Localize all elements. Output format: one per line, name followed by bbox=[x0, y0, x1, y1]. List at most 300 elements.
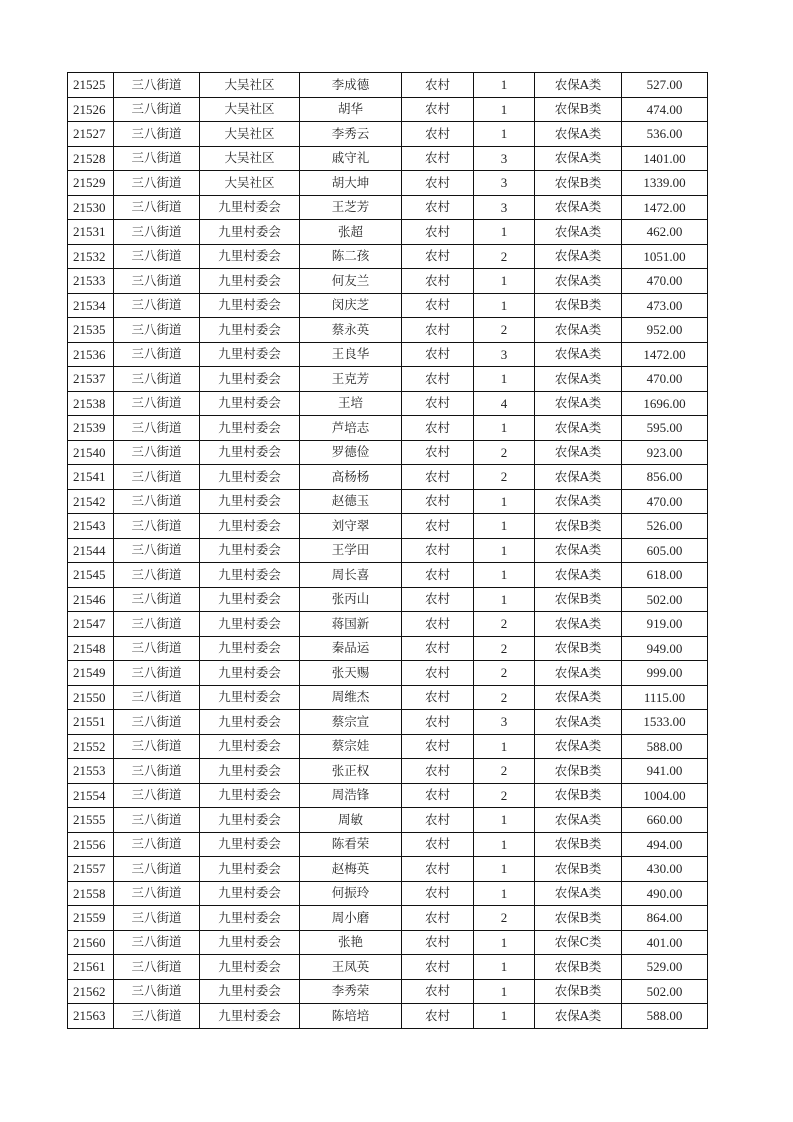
cell-community: 九里村委会 bbox=[200, 587, 300, 612]
cell-community: 大吴社区 bbox=[200, 73, 300, 98]
cell-id: 21557 bbox=[68, 857, 114, 882]
cell-id: 21546 bbox=[68, 587, 114, 612]
cell-name: 胡华 bbox=[300, 97, 402, 122]
cell-insurance-category: 农保A类 bbox=[535, 808, 622, 833]
cell-insurance-category: 农保B类 bbox=[535, 514, 622, 539]
table-row bbox=[68, 440, 708, 465]
cell-person-count: 2 bbox=[474, 759, 535, 784]
cell-name: 王学田 bbox=[300, 538, 402, 563]
cell-name: 王克芳 bbox=[300, 367, 402, 392]
cell-person-count: 1 bbox=[474, 881, 535, 906]
cell-household-type: 农村 bbox=[402, 269, 474, 294]
cell-community: 九里村委会 bbox=[200, 416, 300, 441]
cell-street: 三八街道 bbox=[114, 318, 200, 343]
cell-community: 九里村委会 bbox=[200, 367, 300, 392]
cell-name: 陈看荣 bbox=[300, 832, 402, 857]
cell-person-count: 1 bbox=[474, 269, 535, 294]
cell-street: 三八街道 bbox=[114, 783, 200, 808]
cell-community: 九里村委会 bbox=[200, 489, 300, 514]
cell-amount: 462.00 bbox=[622, 220, 708, 245]
cell-person-count: 3 bbox=[474, 342, 535, 367]
cell-street: 三八街道 bbox=[114, 881, 200, 906]
cell-person-count: 1 bbox=[474, 367, 535, 392]
cell-street: 三八街道 bbox=[114, 587, 200, 612]
cell-street: 三八街道 bbox=[114, 857, 200, 882]
cell-insurance-category: 农保A类 bbox=[535, 318, 622, 343]
cell-household-type: 农村 bbox=[402, 416, 474, 441]
table-row bbox=[68, 881, 708, 906]
cell-household-type: 农村 bbox=[402, 832, 474, 857]
table-row bbox=[68, 612, 708, 637]
cell-insurance-category: 农保A类 bbox=[535, 73, 622, 98]
cell-street: 三八街道 bbox=[114, 661, 200, 686]
cell-insurance-category: 农保B类 bbox=[535, 171, 622, 196]
cell-street: 三八街道 bbox=[114, 955, 200, 980]
table-row bbox=[68, 661, 708, 686]
table-row bbox=[68, 734, 708, 759]
cell-household-type: 农村 bbox=[402, 955, 474, 980]
cell-name: 蔡宗娃 bbox=[300, 734, 402, 759]
cell-id: 21535 bbox=[68, 318, 114, 343]
cell-insurance-category: 农保B类 bbox=[535, 636, 622, 661]
table-row bbox=[68, 269, 708, 294]
table-row bbox=[68, 342, 708, 367]
cell-name: 李秀云 bbox=[300, 122, 402, 147]
cell-person-count: 1 bbox=[474, 587, 535, 612]
cell-street: 三八街道 bbox=[114, 146, 200, 171]
cell-insurance-category: 农保B类 bbox=[535, 783, 622, 808]
cell-street: 三八街道 bbox=[114, 734, 200, 759]
cell-insurance-category: 农保A类 bbox=[535, 881, 622, 906]
table-row bbox=[68, 685, 708, 710]
cell-community: 九里村委会 bbox=[200, 269, 300, 294]
cell-household-type: 农村 bbox=[402, 906, 474, 931]
cell-street: 三八街道 bbox=[114, 440, 200, 465]
cell-name: 高杨杨 bbox=[300, 465, 402, 490]
cell-insurance-category: 农保A类 bbox=[535, 710, 622, 735]
cell-id: 21553 bbox=[68, 759, 114, 784]
cell-street: 三八街道 bbox=[114, 710, 200, 735]
cell-street: 三八街道 bbox=[114, 244, 200, 269]
cell-street: 三八街道 bbox=[114, 612, 200, 637]
cell-street: 三八街道 bbox=[114, 391, 200, 416]
cell-community: 九里村委会 bbox=[200, 514, 300, 539]
cell-person-count: 1 bbox=[474, 930, 535, 955]
cell-amount: 470.00 bbox=[622, 489, 708, 514]
cell-community: 九里村委会 bbox=[200, 342, 300, 367]
cell-insurance-category: 农保A类 bbox=[535, 465, 622, 490]
cell-street: 三八街道 bbox=[114, 979, 200, 1004]
cell-household-type: 农村 bbox=[402, 685, 474, 710]
cell-person-count: 1 bbox=[474, 857, 535, 882]
cell-name: 何振玲 bbox=[300, 881, 402, 906]
cell-person-count: 2 bbox=[474, 318, 535, 343]
cell-insurance-category: 农保B类 bbox=[535, 857, 622, 882]
table-row bbox=[68, 514, 708, 539]
cell-community: 九里村委会 bbox=[200, 293, 300, 318]
cell-id: 21562 bbox=[68, 979, 114, 1004]
table-row bbox=[68, 367, 708, 392]
cell-person-count: 1 bbox=[474, 955, 535, 980]
table-row bbox=[68, 587, 708, 612]
cell-id: 21540 bbox=[68, 440, 114, 465]
table-row bbox=[68, 710, 708, 735]
cell-insurance-category: 农保B类 bbox=[535, 832, 622, 857]
table-row bbox=[68, 391, 708, 416]
cell-community: 九里村委会 bbox=[200, 979, 300, 1004]
cell-name: 戚守礼 bbox=[300, 146, 402, 171]
cell-community: 九里村委会 bbox=[200, 1004, 300, 1029]
cell-name: 周长喜 bbox=[300, 563, 402, 588]
cell-name: 赵梅英 bbox=[300, 857, 402, 882]
cell-community: 九里村委会 bbox=[200, 318, 300, 343]
cell-community: 九里村委会 bbox=[200, 685, 300, 710]
cell-household-type: 农村 bbox=[402, 97, 474, 122]
cell-amount: 605.00 bbox=[622, 538, 708, 563]
cell-amount: 502.00 bbox=[622, 587, 708, 612]
cell-insurance-category: 农保A类 bbox=[535, 342, 622, 367]
table-row bbox=[68, 955, 708, 980]
cell-street: 三八街道 bbox=[114, 171, 200, 196]
cell-amount: 618.00 bbox=[622, 563, 708, 588]
cell-person-count: 1 bbox=[474, 832, 535, 857]
cell-amount: 401.00 bbox=[622, 930, 708, 955]
cell-id: 21544 bbox=[68, 538, 114, 563]
table-row bbox=[68, 416, 708, 441]
cell-name: 刘守翠 bbox=[300, 514, 402, 539]
cell-id: 21551 bbox=[68, 710, 114, 735]
cell-person-count: 1 bbox=[474, 293, 535, 318]
cell-household-type: 农村 bbox=[402, 979, 474, 1004]
cell-name: 何友兰 bbox=[300, 269, 402, 294]
cell-id: 21556 bbox=[68, 832, 114, 857]
cell-household-type: 农村 bbox=[402, 489, 474, 514]
cell-name: 张正权 bbox=[300, 759, 402, 784]
cell-household-type: 农村 bbox=[402, 783, 474, 808]
cell-name: 陈二孩 bbox=[300, 244, 402, 269]
cell-household-type: 农村 bbox=[402, 587, 474, 612]
cell-name: 李成德 bbox=[300, 73, 402, 98]
cell-household-type: 农村 bbox=[402, 391, 474, 416]
cell-id: 21528 bbox=[68, 146, 114, 171]
cell-community: 九里村委会 bbox=[200, 808, 300, 833]
cell-street: 三八街道 bbox=[114, 808, 200, 833]
cell-person-count: 3 bbox=[474, 195, 535, 220]
cell-insurance-category: 农保B类 bbox=[535, 979, 622, 1004]
cell-amount: 588.00 bbox=[622, 734, 708, 759]
cell-community: 九里村委会 bbox=[200, 857, 300, 882]
cell-street: 三八街道 bbox=[114, 195, 200, 220]
cell-id: 21542 bbox=[68, 489, 114, 514]
cell-id: 21537 bbox=[68, 367, 114, 392]
cell-household-type: 农村 bbox=[402, 146, 474, 171]
cell-community: 九里村委会 bbox=[200, 220, 300, 245]
cell-household-type: 农村 bbox=[402, 293, 474, 318]
cell-id: 21529 bbox=[68, 171, 114, 196]
cell-name: 周小磨 bbox=[300, 906, 402, 931]
cell-insurance-category: 农保B类 bbox=[535, 955, 622, 980]
cell-street: 三八街道 bbox=[114, 1004, 200, 1029]
cell-person-count: 1 bbox=[474, 416, 535, 441]
cell-person-count: 2 bbox=[474, 906, 535, 931]
cell-person-count: 1 bbox=[474, 563, 535, 588]
cell-amount: 1339.00 bbox=[622, 171, 708, 196]
cell-name: 周敏 bbox=[300, 808, 402, 833]
cell-person-count: 1 bbox=[474, 734, 535, 759]
cell-street: 三八街道 bbox=[114, 465, 200, 490]
cell-community: 九里村委会 bbox=[200, 440, 300, 465]
cell-amount: 1401.00 bbox=[622, 146, 708, 171]
cell-name: 王凤英 bbox=[300, 955, 402, 980]
cell-community: 九里村委会 bbox=[200, 955, 300, 980]
cell-household-type: 农村 bbox=[402, 73, 474, 98]
cell-household-type: 农村 bbox=[402, 122, 474, 147]
cell-street: 三八街道 bbox=[114, 342, 200, 367]
table-row bbox=[68, 857, 708, 882]
cell-street: 三八街道 bbox=[114, 563, 200, 588]
cell-id: 21560 bbox=[68, 930, 114, 955]
cell-name: 张艳 bbox=[300, 930, 402, 955]
cell-insurance-category: 农保A类 bbox=[535, 244, 622, 269]
cell-community: 九里村委会 bbox=[200, 391, 300, 416]
cell-street: 三八街道 bbox=[114, 269, 200, 294]
table-body bbox=[68, 73, 708, 1029]
cell-name: 李秀荣 bbox=[300, 979, 402, 1004]
cell-street: 三八街道 bbox=[114, 685, 200, 710]
cell-street: 三八街道 bbox=[114, 759, 200, 784]
cell-community: 九里村委会 bbox=[200, 832, 300, 857]
cell-id: 21549 bbox=[68, 661, 114, 686]
cell-insurance-category: 农保B类 bbox=[535, 906, 622, 931]
cell-id: 21531 bbox=[68, 220, 114, 245]
cell-amount: 474.00 bbox=[622, 97, 708, 122]
cell-household-type: 农村 bbox=[402, 930, 474, 955]
cell-name: 张丙山 bbox=[300, 587, 402, 612]
table-row bbox=[68, 538, 708, 563]
table-row bbox=[68, 906, 708, 931]
cell-community: 九里村委会 bbox=[200, 563, 300, 588]
cell-name: 蔡永英 bbox=[300, 318, 402, 343]
cell-amount: 529.00 bbox=[622, 955, 708, 980]
cell-name: 王芝芳 bbox=[300, 195, 402, 220]
cell-household-type: 农村 bbox=[402, 514, 474, 539]
cell-person-count: 1 bbox=[474, 1004, 535, 1029]
cell-household-type: 农村 bbox=[402, 612, 474, 637]
cell-id: 21532 bbox=[68, 244, 114, 269]
cell-amount: 595.00 bbox=[622, 416, 708, 441]
cell-person-count: 1 bbox=[474, 514, 535, 539]
table-row bbox=[68, 1004, 708, 1029]
cell-amount: 1472.00 bbox=[622, 195, 708, 220]
cell-household-type: 农村 bbox=[402, 808, 474, 833]
table-row bbox=[68, 489, 708, 514]
cell-community: 九里村委会 bbox=[200, 538, 300, 563]
cell-household-type: 农村 bbox=[402, 759, 474, 784]
cell-id: 21548 bbox=[68, 636, 114, 661]
table-row bbox=[68, 465, 708, 490]
cell-household-type: 农村 bbox=[402, 563, 474, 588]
cell-name: 陈培培 bbox=[300, 1004, 402, 1029]
cell-community: 九里村委会 bbox=[200, 465, 300, 490]
cell-community: 大吴社区 bbox=[200, 171, 300, 196]
cell-amount: 1696.00 bbox=[622, 391, 708, 416]
cell-id: 21559 bbox=[68, 906, 114, 931]
cell-street: 三八街道 bbox=[114, 832, 200, 857]
cell-name: 罗德俭 bbox=[300, 440, 402, 465]
cell-community: 九里村委会 bbox=[200, 734, 300, 759]
cell-insurance-category: 农保A类 bbox=[535, 269, 622, 294]
cell-person-count: 1 bbox=[474, 73, 535, 98]
cell-insurance-category: 农保A类 bbox=[535, 685, 622, 710]
cell-amount: 952.00 bbox=[622, 318, 708, 343]
cell-id: 21534 bbox=[68, 293, 114, 318]
cell-amount: 856.00 bbox=[622, 465, 708, 490]
cell-id: 21545 bbox=[68, 563, 114, 588]
cell-amount: 527.00 bbox=[622, 73, 708, 98]
cell-person-count: 2 bbox=[474, 465, 535, 490]
cell-person-count: 3 bbox=[474, 710, 535, 735]
cell-id: 21561 bbox=[68, 955, 114, 980]
cell-amount: 1115.00 bbox=[622, 685, 708, 710]
cell-id: 21541 bbox=[68, 465, 114, 490]
cell-amount: 470.00 bbox=[622, 269, 708, 294]
cell-household-type: 农村 bbox=[402, 465, 474, 490]
cell-person-count: 2 bbox=[474, 244, 535, 269]
cell-street: 三八街道 bbox=[114, 97, 200, 122]
cell-household-type: 农村 bbox=[402, 367, 474, 392]
cell-amount: 502.00 bbox=[622, 979, 708, 1004]
cell-amount: 1472.00 bbox=[622, 342, 708, 367]
cell-name: 周浩锋 bbox=[300, 783, 402, 808]
cell-community: 九里村委会 bbox=[200, 930, 300, 955]
cell-community: 九里村委会 bbox=[200, 636, 300, 661]
cell-id: 21525 bbox=[68, 73, 114, 98]
cell-amount: 1533.00 bbox=[622, 710, 708, 735]
cell-insurance-category: 农保A类 bbox=[535, 538, 622, 563]
cell-id: 21552 bbox=[68, 734, 114, 759]
cell-insurance-category: 农保C类 bbox=[535, 930, 622, 955]
cell-household-type: 农村 bbox=[402, 1004, 474, 1029]
cell-amount: 473.00 bbox=[622, 293, 708, 318]
cell-community: 大吴社区 bbox=[200, 146, 300, 171]
cell-household-type: 农村 bbox=[402, 318, 474, 343]
cell-name: 闵庆芝 bbox=[300, 293, 402, 318]
cell-insurance-category: 农保A类 bbox=[535, 440, 622, 465]
cell-insurance-category: 农保A类 bbox=[535, 1004, 622, 1029]
cell-insurance-category: 农保B类 bbox=[535, 97, 622, 122]
cell-amount: 999.00 bbox=[622, 661, 708, 686]
table-row bbox=[68, 930, 708, 955]
cell-person-count: 2 bbox=[474, 783, 535, 808]
cell-amount: 919.00 bbox=[622, 612, 708, 637]
cell-street: 三八街道 bbox=[114, 930, 200, 955]
cell-person-count: 1 bbox=[474, 220, 535, 245]
cell-household-type: 农村 bbox=[402, 440, 474, 465]
cell-id: 21536 bbox=[68, 342, 114, 367]
cell-household-type: 农村 bbox=[402, 538, 474, 563]
cell-amount: 430.00 bbox=[622, 857, 708, 882]
cell-community: 大吴社区 bbox=[200, 97, 300, 122]
cell-insurance-category: 农保A类 bbox=[535, 367, 622, 392]
cell-person-count: 1 bbox=[474, 122, 535, 147]
cell-id: 21538 bbox=[68, 391, 114, 416]
table-row bbox=[68, 146, 708, 171]
cell-person-count: 1 bbox=[474, 538, 535, 563]
cell-name: 周维杰 bbox=[300, 685, 402, 710]
cell-id: 21555 bbox=[68, 808, 114, 833]
cell-insurance-category: 农保A类 bbox=[535, 612, 622, 637]
cell-person-count: 1 bbox=[474, 489, 535, 514]
cell-household-type: 农村 bbox=[402, 220, 474, 245]
cell-street: 三八街道 bbox=[114, 416, 200, 441]
table-row bbox=[68, 636, 708, 661]
cell-insurance-category: 农保A类 bbox=[535, 146, 622, 171]
table-row bbox=[68, 293, 708, 318]
cell-person-count: 2 bbox=[474, 612, 535, 637]
table-row bbox=[68, 832, 708, 857]
cell-id: 21554 bbox=[68, 783, 114, 808]
cell-amount: 923.00 bbox=[622, 440, 708, 465]
beneficiary-table bbox=[67, 72, 708, 1029]
cell-household-type: 农村 bbox=[402, 342, 474, 367]
cell-community: 九里村委会 bbox=[200, 783, 300, 808]
cell-insurance-category: 农保A类 bbox=[535, 661, 622, 686]
cell-household-type: 农村 bbox=[402, 661, 474, 686]
cell-insurance-category: 农保A类 bbox=[535, 122, 622, 147]
cell-insurance-category: 农保B类 bbox=[535, 293, 622, 318]
cell-id: 21539 bbox=[68, 416, 114, 441]
table-row bbox=[68, 97, 708, 122]
table-row bbox=[68, 783, 708, 808]
cell-id: 21550 bbox=[68, 685, 114, 710]
cell-name: 胡大坤 bbox=[300, 171, 402, 196]
cell-id: 21563 bbox=[68, 1004, 114, 1029]
cell-street: 三八街道 bbox=[114, 906, 200, 931]
table-row bbox=[68, 244, 708, 269]
table-row bbox=[68, 318, 708, 343]
cell-amount: 1004.00 bbox=[622, 783, 708, 808]
cell-name: 芦培志 bbox=[300, 416, 402, 441]
cell-id: 21527 bbox=[68, 122, 114, 147]
cell-person-count: 2 bbox=[474, 661, 535, 686]
cell-person-count: 2 bbox=[474, 685, 535, 710]
table-row bbox=[68, 759, 708, 784]
cell-street: 三八街道 bbox=[114, 489, 200, 514]
cell-person-count: 1 bbox=[474, 808, 535, 833]
cell-amount: 941.00 bbox=[622, 759, 708, 784]
cell-household-type: 农村 bbox=[402, 710, 474, 735]
cell-household-type: 农村 bbox=[402, 171, 474, 196]
cell-id: 21558 bbox=[68, 881, 114, 906]
cell-insurance-category: 农保A类 bbox=[535, 489, 622, 514]
cell-community: 九里村委会 bbox=[200, 661, 300, 686]
cell-street: 三八街道 bbox=[114, 220, 200, 245]
cell-insurance-category: 农保B类 bbox=[535, 759, 622, 784]
cell-amount: 588.00 bbox=[622, 1004, 708, 1029]
cell-community: 九里村委会 bbox=[200, 195, 300, 220]
cell-community: 九里村委会 bbox=[200, 906, 300, 931]
cell-insurance-category: 农保A类 bbox=[535, 391, 622, 416]
cell-name: 王培 bbox=[300, 391, 402, 416]
cell-name: 蒋国新 bbox=[300, 612, 402, 637]
cell-amount: 470.00 bbox=[622, 367, 708, 392]
cell-insurance-category: 农保A类 bbox=[535, 563, 622, 588]
table-row bbox=[68, 122, 708, 147]
cell-household-type: 农村 bbox=[402, 636, 474, 661]
cell-amount: 536.00 bbox=[622, 122, 708, 147]
cell-person-count: 3 bbox=[474, 146, 535, 171]
cell-amount: 490.00 bbox=[622, 881, 708, 906]
